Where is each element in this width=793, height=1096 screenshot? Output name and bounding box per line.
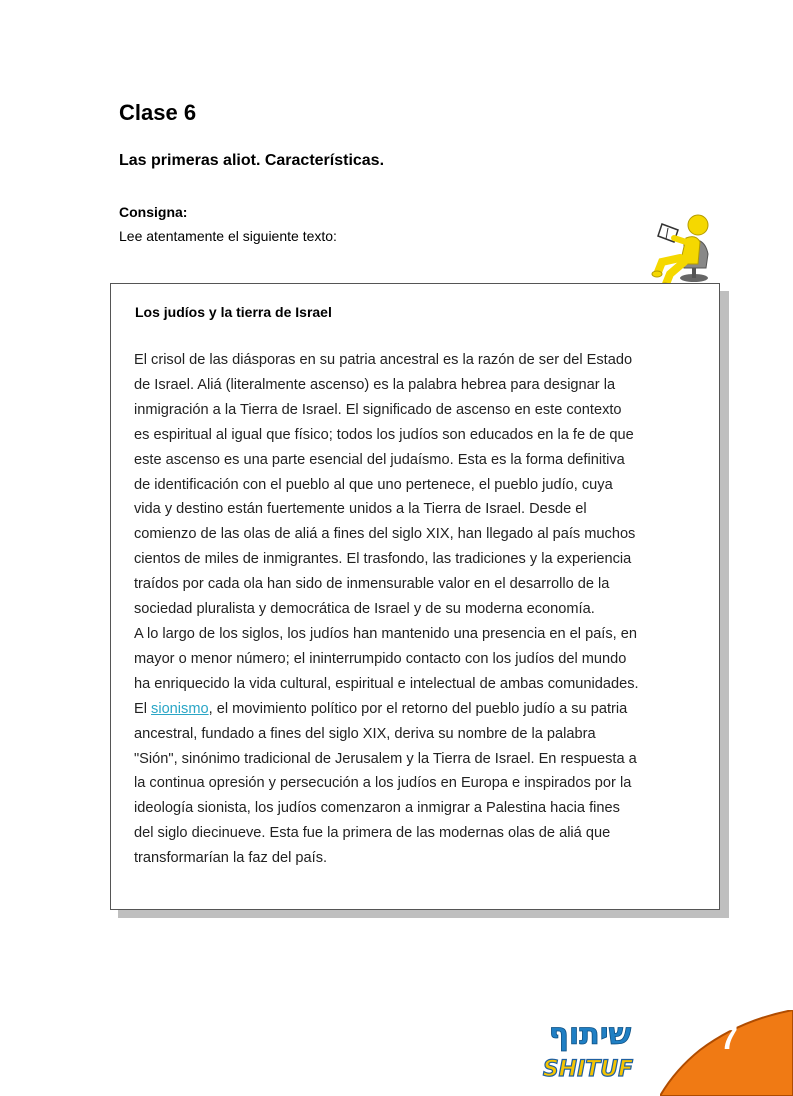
person-reading-icon bbox=[640, 212, 720, 292]
text-line: A lo largo de los siglos, los judíos han mantenido una presencia en el país, en bbox=[134, 625, 637, 642]
page-number: 7 bbox=[720, 1020, 738, 1056]
reading-heading: Los judíos y la tierra de Israel bbox=[135, 304, 332, 320]
text-line: "Sión", sinónimo tradicional de Jerusalem y la Tierra de Israel. En respuesta a bbox=[134, 750, 637, 767]
logo-hebrew: שיתוף bbox=[548, 1017, 632, 1052]
link-suffix: , el movimiento político por el retorno del pueblo judío a su patria bbox=[208, 700, 628, 717]
text-line-with-link bbox=[134, 697, 694, 722]
text-line: este ascenso es una parte esencial del judaísmo. Esta es la forma definitiva bbox=[134, 451, 625, 468]
text-line: es espiritual al igual que físico; todos los judíos son educados en la fe de que bbox=[134, 426, 634, 443]
text-line: vida y destino están fuertemente unidos a la Tierra de Israel. Desde el bbox=[134, 501, 587, 518]
logo-latin: SHITUF bbox=[542, 1057, 634, 1082]
text-line: cientos de miles de inmigrantes. El trasfondo, las tradiciones y la experiencia bbox=[134, 551, 632, 568]
text-line: traídos por cada ola han sido de inmensurable valor en el desarrollo de la bbox=[134, 576, 610, 593]
text-line: ideología sionista, los judíos comenzaron a inmigrar a Palestina hacia fines bbox=[134, 800, 620, 817]
page-subtitle: Las primeras aliot. Características. bbox=[119, 152, 385, 169]
sionismo-link[interactable]: sionismo bbox=[151, 700, 209, 717]
text-line: la continua opresión y persecución a los judíos en Europa e inspirados por la bbox=[134, 775, 632, 792]
shituf-logo bbox=[540, 1010, 640, 1090]
instruction-label: Consigna: bbox=[119, 204, 188, 220]
text-line: transformarían la faz del país. bbox=[134, 850, 328, 867]
text-line: El crisol de las diásporas en su patria ancestral es la razón de ser del Estado bbox=[134, 352, 633, 368]
page-title: Clase 6 bbox=[119, 100, 197, 125]
link-prefix: El bbox=[134, 700, 152, 717]
text-line: ancestral, fundado a fines del siglo XIX, deriva su nombre de la palabra bbox=[134, 725, 596, 742]
reading-body bbox=[134, 348, 694, 871]
text-line: de Israel. Aliá (literalmente ascenso) es la palabra hebrea para designar la bbox=[134, 376, 616, 393]
text-line: de identificación con el pueblo al que uno pertenece, el pueblo judío, cuya bbox=[134, 476, 613, 493]
text-line: mayor o menor número; el ininterrumpido contacto con los judíos del mundo bbox=[134, 650, 627, 667]
text-line: comienzo de las olas de aliá a fines del siglo XIX, han llegado al país muchos bbox=[134, 526, 636, 543]
text-line: inmigración a la Tierra de Israel. El significado de ascenso en este contexto bbox=[134, 401, 622, 418]
text-line: ha enriquecido la vida cultural, espiritual e intelectual de ambas comunidades. bbox=[134, 675, 639, 692]
instruction-text: Lee atentamente el siguiente texto: bbox=[119, 228, 337, 244]
text-line: sociedad pluralista y democrática de Israel y de su moderna economía. bbox=[134, 601, 595, 618]
text-line: del siglo diecinueve. Esta fue la primera de las modernas olas de aliá que bbox=[134, 825, 611, 842]
